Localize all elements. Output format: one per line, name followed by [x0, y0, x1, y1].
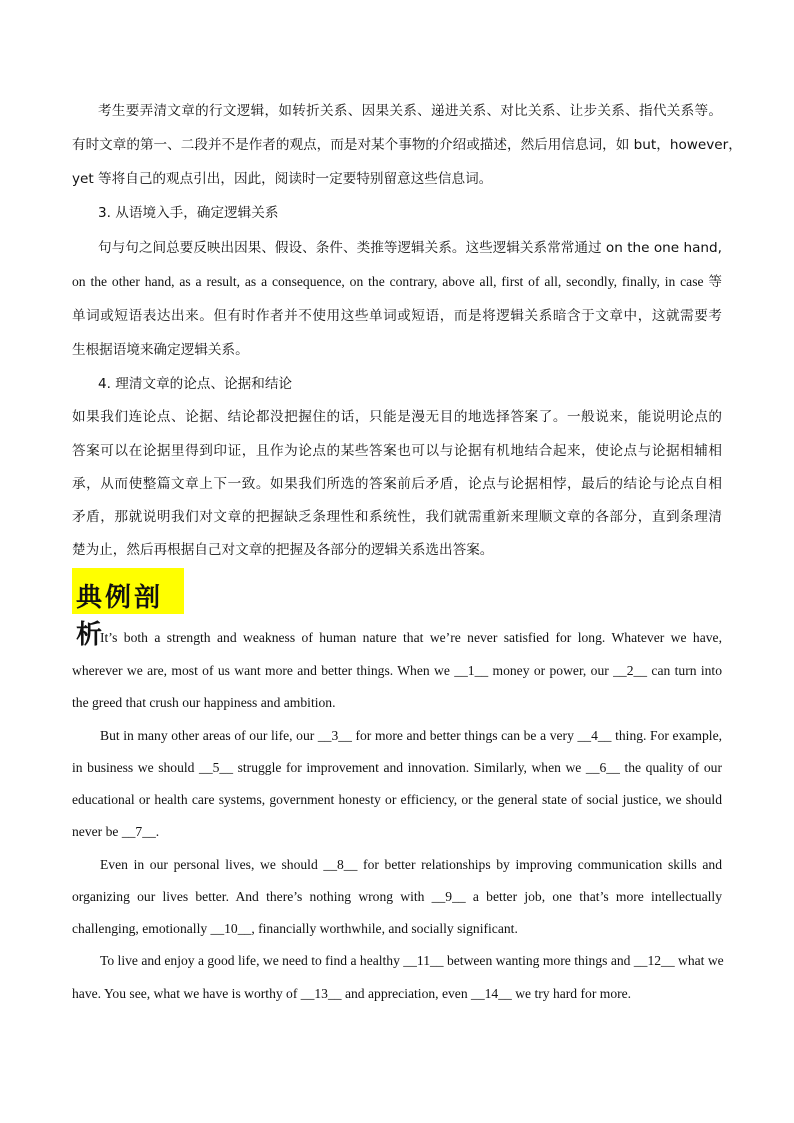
section-3-line-2: on the other hand, as a result, as a consequence, on the contrary, above all, first of all, secondly, finally, in case 等	[72, 274, 722, 289]
section-4-line-2: 答案可以在论据里得到印证，且作为论点的某些答案也可以与论据有机地结合起来，使论点与论据相辅相	[72, 443, 722, 459]
passage-line-10: challenging, emotionally __10__, financially worthwhile, and socially significant.	[72, 921, 518, 936]
section-4-heading: 4. 理清文章的论点、论据和结论	[98, 376, 293, 392]
section-3-heading: 3. 从语境入手，确定逻辑关系	[98, 205, 279, 221]
passage-line-11: To live and enjoy a good life, we need to find a healthy __11__ between wanting more things and __12__ what we	[100, 953, 724, 968]
passage-line-2: wherever we are, most of us want more and better things. When we __1__ money or power, our __2__ can turn into	[72, 663, 722, 678]
intro-line-2: 有时文章的第一、二段并不是作者的观点，而是对某个事物的介绍或描述，然后用信息词，如 but，however，	[72, 137, 742, 153]
section-4-line-3: 承，从而使整篇文章上下一致。如果我们所选的答案前后矛盾，论点与论据相悖，最后的结论与论点自相	[72, 476, 722, 492]
passage-line-7: never be __7__.	[72, 824, 160, 839]
passage-line-6: educational or health care systems, government honesty or efficiency, or the general state of social justice, we should	[72, 792, 722, 807]
section-4-line-4: 矛盾，那就说明我们对文章的把握缺乏条理性和系统性，我们就需重新来理顺文章的各部分，直到条理清	[72, 509, 722, 525]
section-3-line-4: 生根据语境来确定逻辑关系。	[72, 342, 249, 358]
example-analysis-badge	[72, 568, 184, 650]
intro-line-3: yet 等将自己的观点引出，因此，阅读时一定要特别留意这些信息词。	[72, 171, 493, 187]
section-4-line-1: 如果我们连论点、论据、结论都没把握住的话，只能是漫无目的地选择答案了。一般说来，能说明论点的	[72, 409, 722, 425]
passage-line-9: organizing our lives better. And there’s nothing wrong with __9__ a better job, one that’s more intellectually	[72, 889, 722, 904]
passage-line-3: the greed that crush our happiness and ambition.	[72, 695, 336, 710]
section-4-line-5: 楚为止，然后再根据自己对文章的把握及各部分的逻辑关系选出答案。	[72, 542, 494, 558]
section-3-line-1: 句与句之间总要反映出因果、假设、条件、类推等逻辑关系。这些逻辑关系常常通过 on the one hand,	[98, 240, 722, 256]
passage-line-4: But in many other areas of our life, our __3__ for more and better things can be a very __4__ thing. For example,	[100, 728, 722, 743]
badge-title: 典例剖析	[76, 583, 164, 650]
section-3-line-3: 单词或短语表达出来。但有时作者并不使用这些单词或短语，而是将逻辑关系暗含于文章中，这就需要考	[72, 308, 722, 324]
intro-line-1: 考生要弄清文章的行文逻辑，如转折关系、因果关系、递进关系、对比关系、让步关系、指代关系等。	[98, 103, 722, 119]
passage-line-1: It’s both a strength and weakness of human nature that we’re never satisfied for long. Whatever we have,	[100, 630, 722, 645]
passage-line-12: have. You see, what we have is worthy of __13__ and appreciation, even __14__ we try hard for more.	[72, 986, 632, 1001]
passage-line-5: in business we should __5__ struggle for improvement and innovation. Similarly, when we __6__ the quality of our	[72, 760, 722, 775]
passage-line-8: Even in our personal lives, we should __8__ for better relationships by improving communication skills and	[100, 857, 722, 872]
